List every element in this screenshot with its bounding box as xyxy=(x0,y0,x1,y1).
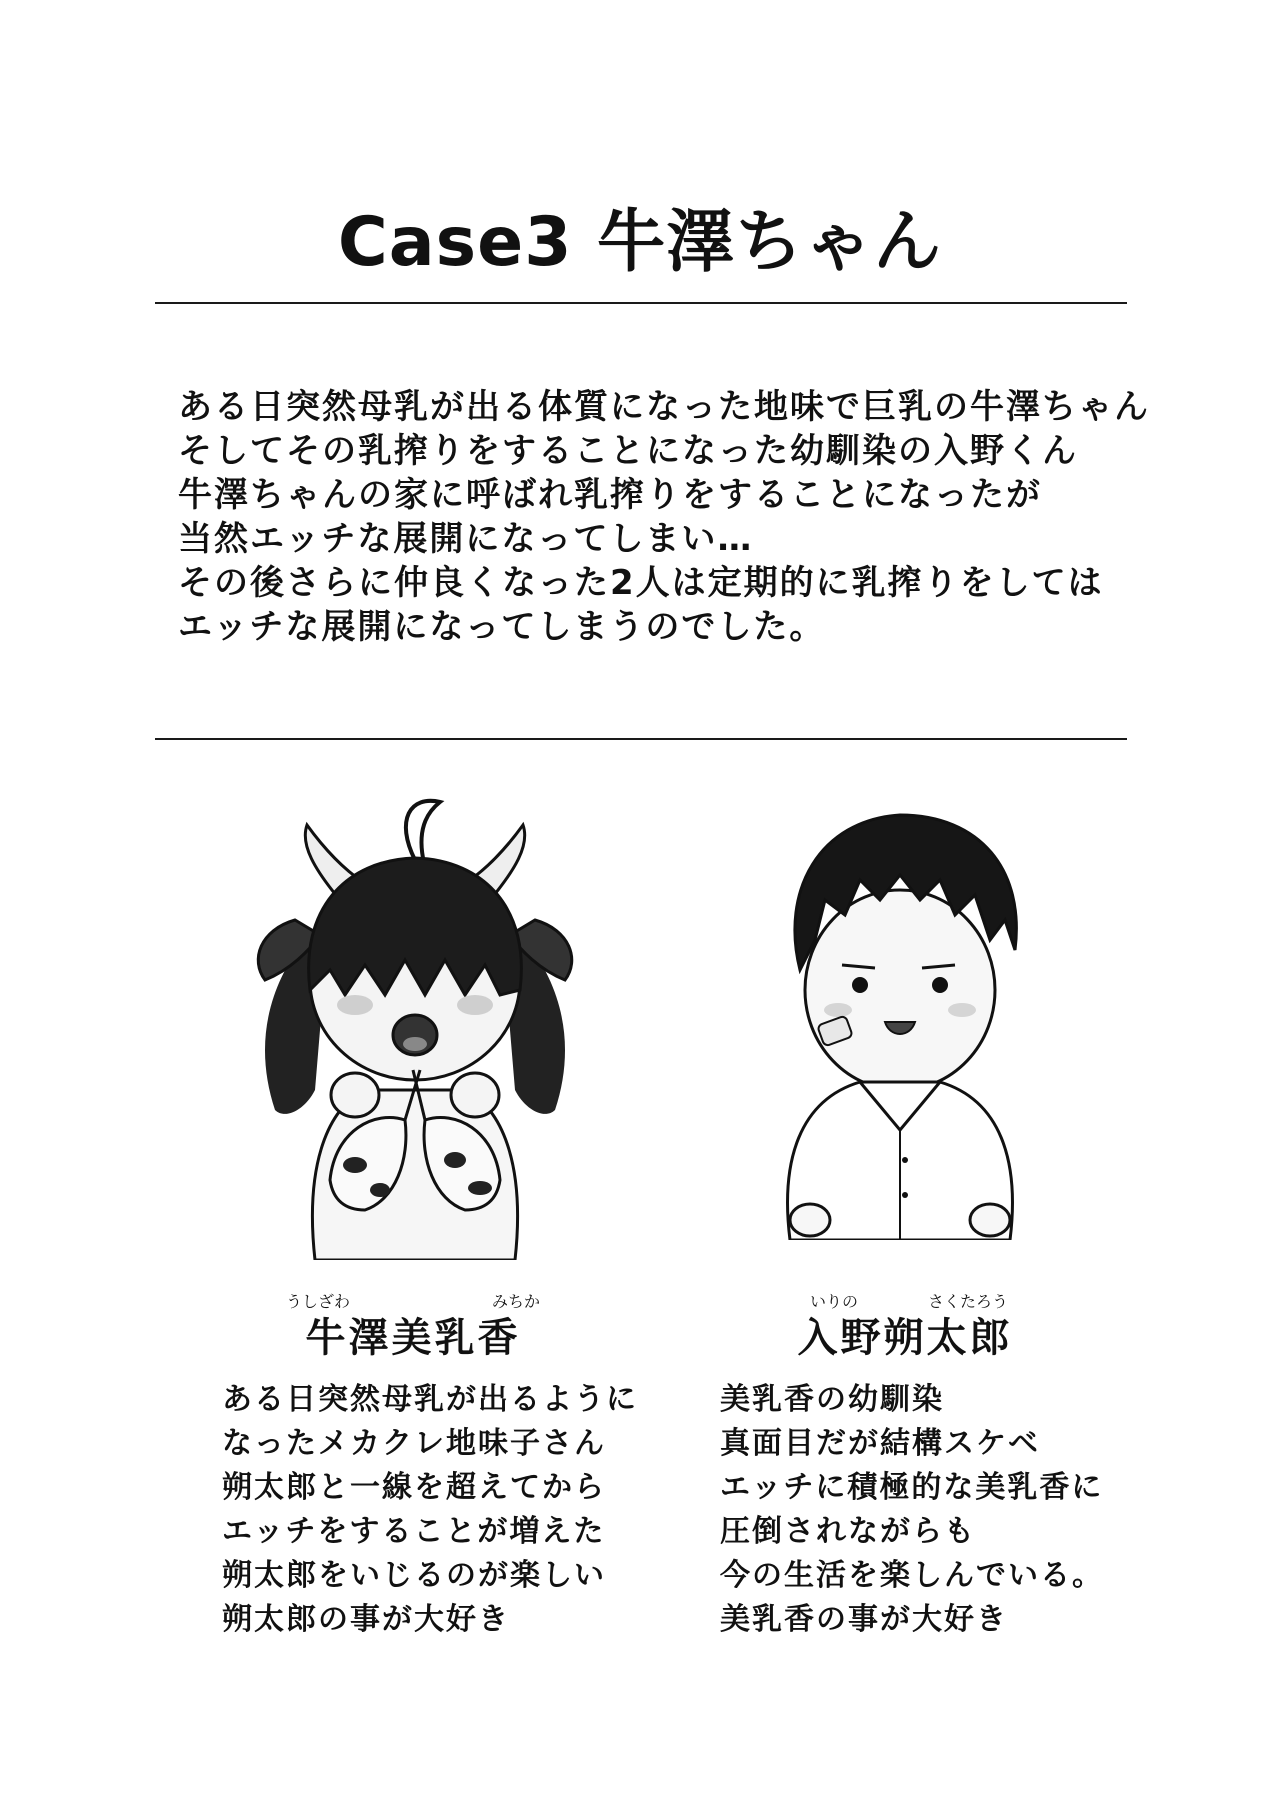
furigana-family: うしざわ xyxy=(286,1292,351,1311)
summary-line: そしてその乳搾りをすることになった幼馴染の入野くん xyxy=(178,431,1078,471)
description-line: 朔太郎と一線を超えてから xyxy=(222,1470,606,1505)
summary-line: 当然エッチな展開になってしまい… xyxy=(178,519,754,559)
character-name: 牛澤美乳香 xyxy=(305,1315,521,1361)
summary-line: 牛澤ちゃんの家に呼ばれ乳搾りをすることになったが xyxy=(178,475,1042,515)
name-furigana xyxy=(740,1292,1070,1312)
description-line: 今の生活を楽しんでいる。 xyxy=(720,1558,1104,1593)
description-line: 真面目だが結構スケベ xyxy=(720,1426,1040,1461)
furigana-given: さくたろう xyxy=(927,1292,1008,1311)
irino-illustration xyxy=(750,800,1060,1240)
description-line: 朔太郎をいじるのが楽しい xyxy=(222,1558,606,1593)
summary-line: その後さらに仲良くなった2人は定期的に乳搾りをしては xyxy=(178,563,1104,603)
character-name-block xyxy=(740,1292,1070,1364)
top-divider xyxy=(155,302,1127,304)
description-line: 美乳香の幼馴染 xyxy=(720,1382,944,1417)
description-line: エッチをすることが増えた xyxy=(222,1514,606,1549)
ushizawa-illustration xyxy=(245,790,585,1260)
name-furigana xyxy=(248,1292,578,1312)
summary-line: エッチな展開になってしまうのでした。 xyxy=(178,607,826,647)
character-name-block xyxy=(248,1292,578,1364)
page-title: Case3 牛澤ちゃん xyxy=(337,203,943,282)
description-line: ある日突然母乳が出るように xyxy=(222,1382,638,1417)
description-line: エッチに積極的な美乳香に xyxy=(720,1470,1104,1505)
furigana-given: みちか xyxy=(491,1292,540,1311)
character-description xyxy=(222,1378,638,1642)
description-line: 朔太郎の事が大好き xyxy=(222,1602,510,1637)
story-summary xyxy=(178,385,1150,649)
character-description xyxy=(720,1378,1104,1642)
furigana-family: いりの xyxy=(810,1292,859,1311)
middle-divider xyxy=(155,738,1127,740)
character-name: 入野朔太郎 xyxy=(797,1315,1013,1361)
description-line: 圧倒されながらも xyxy=(720,1514,976,1549)
description-line: 美乳香の事が大好き xyxy=(720,1602,1008,1637)
description-line: なったメカクレ地味子さん xyxy=(222,1426,606,1461)
summary-line: ある日突然母乳が出る体質になった地味で巨乳の牛澤ちゃん xyxy=(178,387,1150,427)
